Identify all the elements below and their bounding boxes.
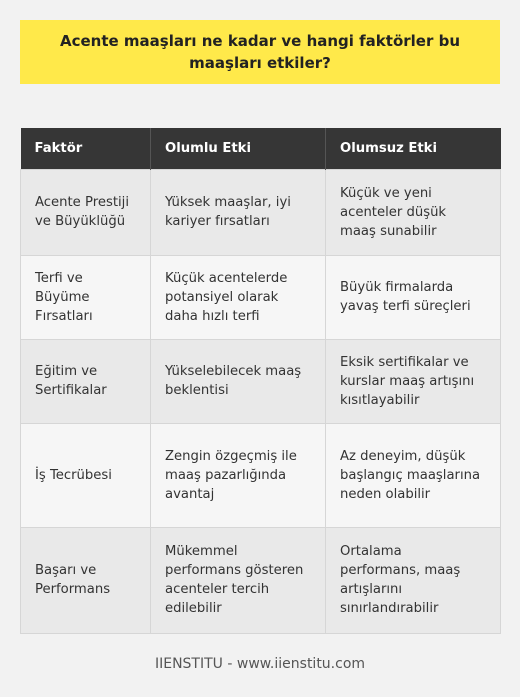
positive-effect-cell: Yükselebilecek maaş beklentisi xyxy=(151,339,326,423)
column-header-negative: Olumsuz Etki xyxy=(326,128,501,169)
title-banner xyxy=(20,20,500,84)
positive-effect-cell: Küçük acentelerde potansiyel olarak daha hızlı terfi xyxy=(151,255,326,339)
negative-effect-cell: Büyük firmalarda yavaş terfi süreçleri xyxy=(326,255,501,339)
positive-effect-cell: Zengin özgeçmiş ile maaş pazarlığında avantaj xyxy=(151,423,326,527)
positive-effect-cell: Mükemmel performans gösteren acenteler tercih edilebilir xyxy=(151,527,326,633)
factor-cell: Başarı ve Performans xyxy=(21,527,151,633)
table-row xyxy=(21,527,501,633)
factor-cell: Acente Prestiji ve Büyüklüğü xyxy=(21,169,151,255)
footer-credit: IIENSTITU - www.iienstitu.com xyxy=(154,656,366,672)
factors-table xyxy=(20,128,501,634)
negative-effect-cell: Az deneyim, düşük başlangıç maaşlarına neden olabilir xyxy=(326,423,501,527)
table-row xyxy=(21,339,501,423)
negative-effect-cell: Ortalama performans, maaş artışlarını sınırlandırabilir xyxy=(326,527,501,633)
column-header-factor: Faktör xyxy=(21,128,151,169)
positive-effect-cell: Yüksek maaşlar, iyi kariyer fırsatları xyxy=(151,169,326,255)
factor-cell: Eğitim ve Sertifikalar xyxy=(21,339,151,423)
negative-effect-cell: Küçük ve yeni acenteler düşük maaş sunabilir xyxy=(326,169,501,255)
table-header-row xyxy=(21,128,501,169)
table-row xyxy=(21,169,501,255)
table-row xyxy=(21,423,501,527)
factor-cell: İş Tecrübesi xyxy=(21,423,151,527)
page-title: Acente maaşları ne kadar ve hangi faktörler bu maaşları etkiler? xyxy=(60,32,460,72)
negative-effect-cell: Eksik sertifikalar ve kurslar maaş artışını kısıtlayabilir xyxy=(326,339,501,423)
factor-cell: Terfi ve Büyüme Fırsatları xyxy=(21,255,151,339)
table-row xyxy=(21,255,501,339)
column-header-positive: Olumlu Etki xyxy=(151,128,326,169)
